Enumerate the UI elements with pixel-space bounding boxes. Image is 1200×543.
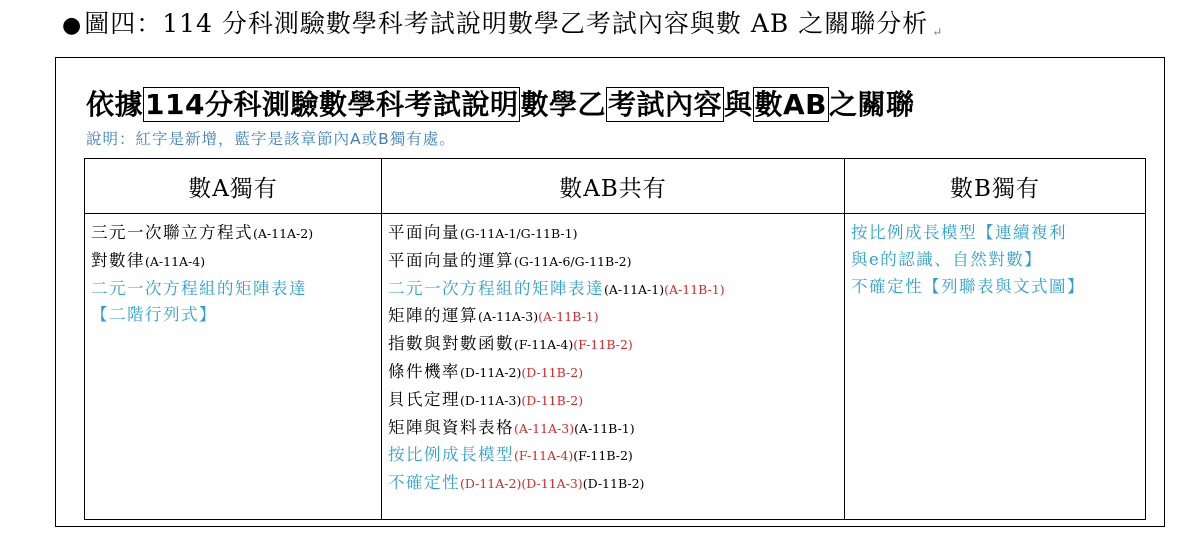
header-math-a-only: 數A獨有 [85,159,382,214]
title-part: 與 [724,88,753,121]
title-boxed-part: 考試內容 [607,88,722,121]
title-part: 之關聯 [829,88,915,121]
topic-text: 條件機率 [388,361,460,381]
topic-text: 平面向量的運算 [388,250,514,270]
header-math-ab-shared: 數AB共有 [382,159,845,214]
topic-text: 與e的認識、自然對數】 [851,249,1043,269]
curriculum-code: (A-11A-2) [253,226,314,241]
table-body-row [85,214,1146,520]
topic-line [388,415,838,443]
curriculum-code: (F-11B-2) [573,337,633,353]
topic-text: 二元一次方程組的矩陣表達 [388,278,604,298]
curriculum-code: (D-11A-3) [460,392,522,408]
curriculum-code: (G-11A-6/G-11B-2) [514,253,632,269]
topic-line [388,248,838,276]
topic-line [851,220,1139,247]
curriculum-code: (D-11B-2) [582,476,645,492]
topic-text: 指數與對數函數 [388,334,514,354]
topic-text: 三元一次聯立方程式 [91,223,253,242]
topic-line [388,359,838,387]
figure-frame [55,57,1165,527]
topic-line [388,387,838,415]
curriculum-code: (D-11A-3) [521,476,583,492]
curriculum-code: (D-11B-2) [521,392,584,408]
title-part: 數學乙 [520,88,606,121]
topic-text: 對數律 [91,250,145,270]
topic-text: 按比例成長模型【連續複利 [851,223,1067,242]
cell-math-a-only [85,214,382,520]
topic-line [91,302,375,329]
curriculum-code: (D-11A-2) [460,364,522,380]
topic-text: 按比例成長模型 [388,445,514,465]
curriculum-code: (F-11A-4) [514,337,574,353]
curriculum-code: (A-11B-1) [574,420,635,436]
figure-title [86,84,915,126]
topic-text: 矩陣與資料表格 [388,417,514,437]
topic-line [91,220,375,248]
topic-line [388,331,838,359]
curriculum-code: (D-11A-2) [460,476,522,492]
color-legend-note: 說明：紅字是新增，藍字是該章節內A或B獨有處。 [86,130,456,148]
topic-text: 不確定性 [388,473,460,493]
curriculum-code: (A-11A-3) [514,420,575,436]
topic-text: 【二階行列式】 [91,305,217,325]
topic-line [388,276,838,304]
curriculum-code: (A-11A-4) [145,253,206,269]
cell-math-b-only [845,214,1146,520]
topic-line [91,276,375,303]
curriculum-code: (A-11A-1) [604,281,665,297]
topic-line [388,303,838,331]
topic-text: 貝氏定理 [388,389,460,409]
curriculum-code: (A-11B-1) [664,281,725,297]
header-math-b-only: 數B獨有 [845,159,1146,214]
figure-caption [62,6,943,50]
bullet-icon: ● [62,13,83,38]
topic-line [91,248,375,276]
title-part: 依據 [86,88,144,121]
topic-text: 不確定性【列聯表與文式圖】 [851,276,1085,296]
caption-text: 圖四：114 分科測驗數學科考試說明數學乙考試內容與數 AB 之關聯分析 [84,9,929,38]
topic-text: 矩陣的運算 [388,306,478,326]
paragraph-mark-icon: ↵ [932,25,944,39]
curriculum-code: (A-11A-3) [478,309,539,325]
curriculum-code: (F-11B-2) [573,448,633,464]
topic-line [388,220,838,248]
topic-line [851,247,1139,274]
comparison-table [84,158,1146,520]
curriculum-code: (A-11B-1) [538,309,599,325]
topic-text: 二元一次方程組的矩陣表達 [91,278,307,298]
curriculum-code: (F-11A-4) [514,448,574,464]
curriculum-code: (G-11A-1/G-11B-1) [460,226,578,241]
topic-line [851,274,1139,301]
topic-line [388,442,838,470]
cell-math-ab-shared [382,214,845,520]
topic-line [388,470,838,498]
title-boxed-part: 數AB [754,88,828,121]
table-header-row [85,159,1146,214]
title-boxed-part: 114分科測驗數學科考試說明 [145,88,519,121]
topic-text: 平面向量 [388,223,460,242]
curriculum-code: (D-11B-2) [521,364,584,380]
